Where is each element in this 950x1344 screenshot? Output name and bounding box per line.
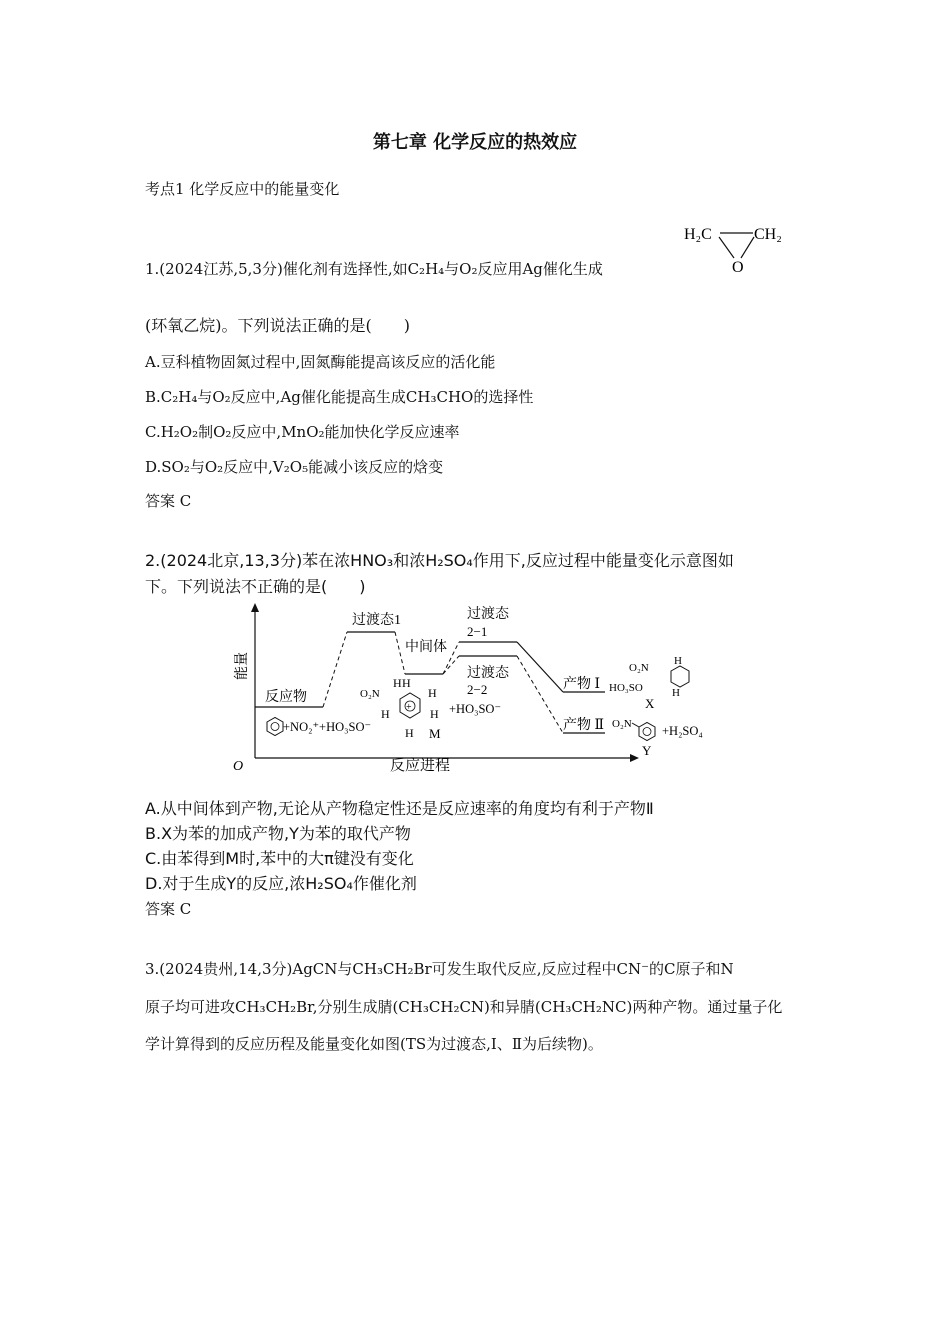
q1-answer: 答案 C <box>145 492 192 510</box>
q1-stem-line1: 1.(2024江苏,5,3分)催化剂有选择性,如C₂H₄与O₂反应用Ag催化生成 <box>145 260 603 278</box>
intermediate-extra: +HO₃SO⁻ <box>449 702 502 716</box>
y-axis-arrow <box>251 603 259 612</box>
y-label: Y <box>642 743 652 758</box>
energy-diagram <box>225 600 730 780</box>
m-o2n: O₂N <box>360 688 380 700</box>
m-label: M <box>429 726 441 741</box>
ts1-label: 过渡态1 <box>352 613 401 628</box>
m-h-right: H <box>430 707 439 721</box>
m-h-left: H <box>381 707 390 721</box>
y-o2n: O₂N <box>612 718 632 730</box>
q1-option-b: B.C₂H₄与O₂反应中,Ag催化能提高生成CH₃CHO的选择性 <box>145 388 534 406</box>
ts22-label: 过渡态 <box>467 666 509 681</box>
epoxide-left: H₂C <box>684 226 712 243</box>
q2-stem-line1: 2.(2024北京,13,3分)苯在浓HNO₃和浓H₂SO₄作用下,反应过程中能量变化示意图如 <box>145 551 734 570</box>
benzene-circle <box>271 723 279 731</box>
benzene-ring-icon <box>267 718 283 736</box>
epoxide-right: CH₂ <box>754 226 782 243</box>
product-y-ring-icon <box>639 723 655 741</box>
m-h-bottom: H <box>405 726 414 740</box>
q3-line1: 3.(2024贵州,14,3分)AgCN与CH₃CH₂Br可发生取代反应,反应过程中CN⁻的C原子和N <box>145 960 734 978</box>
ts21-sub: 2−1 <box>467 624 488 639</box>
product-y-circle <box>643 728 651 736</box>
epoxide-oxygen: O <box>732 259 744 276</box>
intermediate-label: 中间体 <box>405 640 447 655</box>
co-bond-left <box>719 237 734 258</box>
q1-option-a: A.豆科植物固氮过程中,固氮酶能提高该反应的活化能 <box>145 353 496 371</box>
ts1-fall <box>395 632 405 674</box>
ts21-fall <box>517 642 563 692</box>
q2-option-c: C.由苯得到M时,苯中的大π键没有变化 <box>145 849 414 868</box>
q3-line3: 学计算得到的反应历程及能量变化如图(TS为过渡态,Ⅰ、Ⅱ为后续物)。 <box>145 1035 603 1053</box>
sigma-complex-plus: + <box>406 702 412 713</box>
q2-stem-line2: 下。下列说法不正确的是( ) <box>145 577 366 596</box>
product-x-ring-icon <box>671 666 689 687</box>
q2-option-d: D.对于生成Y的反应,浓H₂SO₄作催化剂 <box>145 874 417 893</box>
chapter-title: 第七章 化学反应的热效应 <box>372 132 578 153</box>
x-h-bottom: H <box>672 687 680 699</box>
ts22-sub: 2−2 <box>467 682 488 697</box>
q2-option-a: A.从中间体到产物,无论从产物稳定性还是反应速率的角度均有利于产物Ⅱ <box>145 799 654 818</box>
ts21-label: 过渡态 <box>467 607 509 622</box>
q1-stem-line2: (环氧乙烷)。下列说法正确的是( ) <box>145 316 410 335</box>
product2-extra: +H₂SO₄ <box>662 724 703 738</box>
x-label: X <box>645 696 655 711</box>
x-h-top: H <box>674 655 682 667</box>
reactant-formula: +NO₂⁺+HO₃SO⁻ <box>283 720 372 734</box>
q1-option-c: C.H₂O₂制O₂反应中,MnO₂能加快化学反应速率 <box>145 423 460 441</box>
q1-option-d: D.SO₂与O₂反应中,V₂O₅能减小该反应的焓变 <box>145 458 444 476</box>
q2-option-b: B.X为苯的加成产物,Y为苯的取代产物 <box>145 824 411 843</box>
m-h-top2: H <box>402 676 411 690</box>
origin-label: O <box>233 759 244 774</box>
product1-label: 产物 Ⅰ <box>563 677 601 692</box>
m-h-right-top: H <box>428 686 437 700</box>
x-axis-label: 反应进程 <box>390 758 451 774</box>
y-axis-label: 能量 <box>235 652 250 680</box>
reactant-label: 反应物 <box>265 690 307 705</box>
q3-line2: 原子均可进攻CH₃CH₂Br,分别生成腈(CH₃CH₂CN)和异腈(CH₃CH₂NC)两种产物。通过量子化 <box>145 998 783 1016</box>
product2-label: 产物 Ⅱ <box>563 718 605 733</box>
ts1-rise <box>323 632 347 707</box>
x-axis-arrow <box>630 754 639 762</box>
x-o2n: O₂N <box>629 662 649 674</box>
epoxide-structure <box>680 220 800 280</box>
y-bond <box>632 723 639 727</box>
m-h-top1: H <box>393 676 402 690</box>
x-ho3so: HO₃SO <box>609 682 643 694</box>
q2-answer: 答案 C <box>145 900 192 918</box>
co-bond-right <box>741 237 754 258</box>
section-title: 考点1 化学反应中的能量变化 <box>145 180 340 198</box>
